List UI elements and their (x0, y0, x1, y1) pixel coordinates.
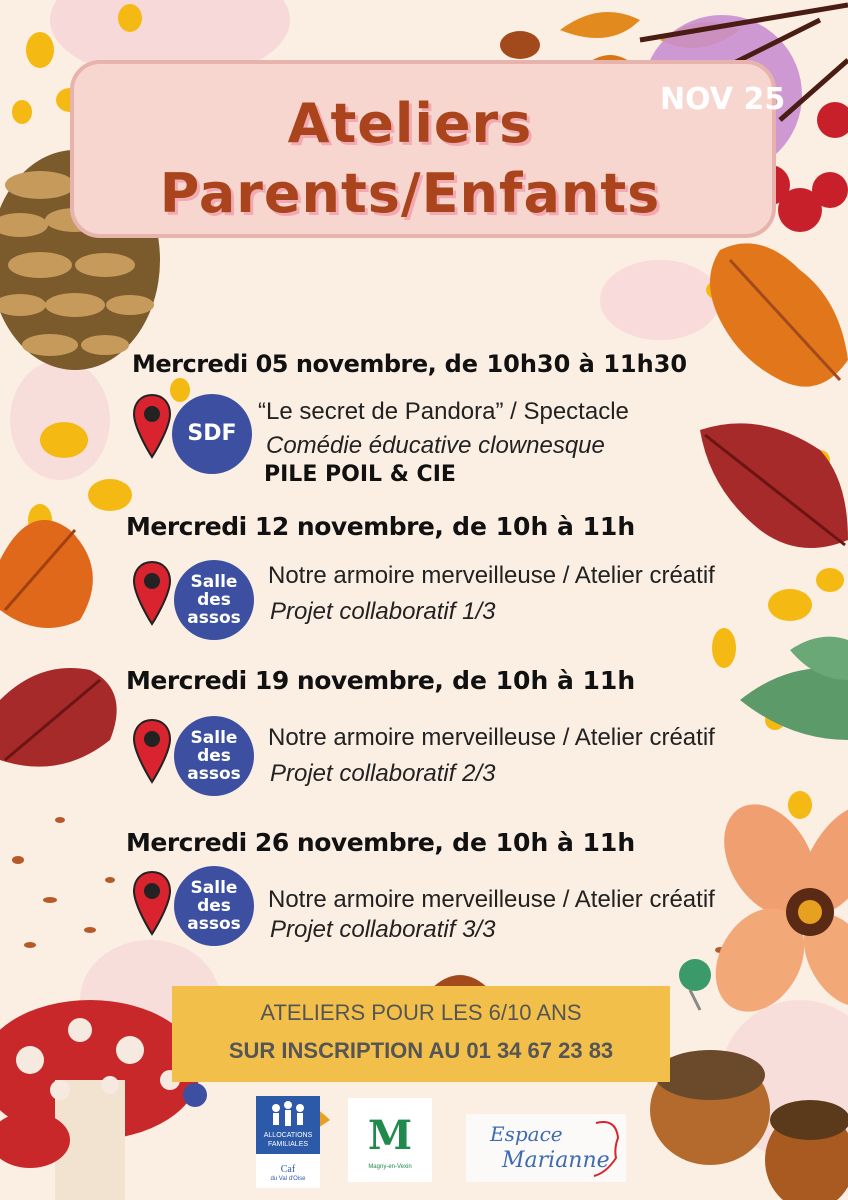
registration-banner (172, 986, 670, 1082)
event-company: PILE POIL & CIE (264, 462, 456, 487)
venue-badge: Salle des assos (174, 866, 254, 946)
espace-line2: Marianne (502, 1148, 610, 1173)
event-date-line (126, 666, 635, 695)
registration-phone-text: SUR INSCRIPTION AU 01 34 67 23 83 (228, 1038, 614, 1063)
location-pin-icon (132, 560, 172, 626)
magny-text: Magny-en-Vexin (368, 1164, 412, 1170)
event-title: Notre armoire merveilleuse / Atelier créatif (268, 562, 715, 589)
event-title: Notre armoire merveilleuse / Atelier créatif (268, 724, 715, 751)
location-pin-icon (132, 393, 172, 459)
event-title: Notre armoire merveilleuse / Atelier créatif (268, 886, 715, 913)
venue-badge: Salle des assos (174, 560, 254, 640)
caf-dept: du Val d'Oise (270, 1176, 306, 1182)
espace-marianne-logo (466, 1114, 626, 1182)
month-badge: NOV 25 (660, 82, 786, 117)
caf-logo (256, 1096, 320, 1188)
venue-badge: SDF (172, 394, 252, 474)
event-date: Mercredi 12 novembre, (126, 512, 444, 541)
caf-line2: FAMILIALES (267, 1141, 309, 1148)
location-pin-icon (132, 718, 172, 784)
venue-badge: Salle des assos (174, 716, 254, 796)
page-title-line1: Ateliers (287, 92, 533, 155)
event-date: Mercredi 19 novembre, (126, 666, 444, 695)
event-description: Comédie éducative clownesque (266, 432, 605, 459)
event-date-line (132, 350, 687, 378)
magny-mark: M (367, 1112, 413, 1159)
event-date-line (126, 828, 635, 857)
event-time: de 10h à 11h (452, 666, 636, 695)
event-time: de 10h à 11h (452, 828, 636, 857)
event-time: de 10h à 11h (452, 512, 636, 541)
magny-logo (348, 1098, 432, 1182)
event-date: Mercredi 26 novembre, (126, 828, 444, 857)
location-pin-icon (132, 870, 172, 936)
page-title-line2: Parents/Enfants (159, 162, 661, 225)
event-date-line (126, 512, 635, 541)
event-description: Projet collaboratif 3/3 (270, 916, 496, 943)
espace-line1: Espace (490, 1122, 563, 1146)
caf-line1: ALLOCATIONS (263, 1132, 313, 1139)
caf-name: Caf (280, 1164, 296, 1175)
event-title: “Le secret de Pandora” / Spectacle (258, 398, 629, 425)
event-time: de 10h30 à 11h30 (444, 350, 688, 378)
event-description: Projet collaboratif 2/3 (270, 760, 496, 787)
age-range-text: ATELIERS POUR LES 6/10 ANS (260, 1000, 582, 1025)
event-description: Projet collaboratif 1/3 (270, 598, 496, 625)
event-date: Mercredi 05 novembre, (132, 350, 437, 378)
